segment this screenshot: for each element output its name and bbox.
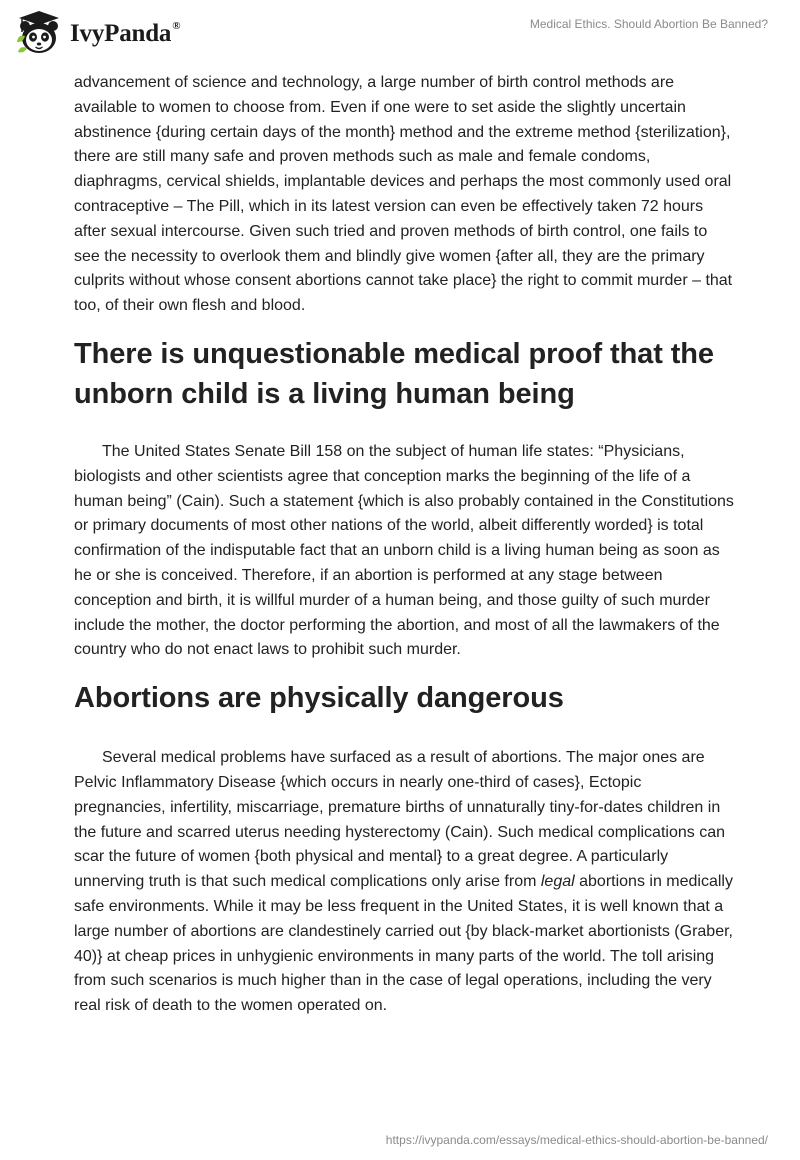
paragraph-text-part: Several medical problems have surfaced as a result of abortions. The major ones are Pelvic Inflammatory Disease {which occurs in nearly one-third of cases}, Ectopic pregnancies, infertility, miscarriage, premature births of unnaturally tiny-for-dates children in the future and scarred uterus needing hysterectomy (Cain). Such medical complications can scar the future of women {both physical and mental} to a great degree. A particularly unnerving truth is that such medical complications only arise from [74,749,725,891]
page-header [0,0,800,64]
paragraph-text-part: abortions in medically safe environments. While it may be less frequent in the United States, it is well known that a large number of abortions are clandestinely carried out {by black-market abortionists (Graber, 40)} at cheap prices in unhygienic environments in many parts of the world. The toll arising from such scenarios is much higher than in the case of legal operations, including the very real risk of death to the women operated on. [74,873,733,1015]
paragraph-birth-control: advancement of science and technology, a large number of birth control methods are available to women to choose from. Even if one were to set aside the slightly uncertain abstinence {during certain days of the month} method and the extreme method {sterilization}, there are still many safe and proven methods such as male and female condoms, diaphragms, cervical shields, implantable devices and perhaps the most commonly used oral contraceptive – The Pill, which in its latest version can even be effectively taken 72 hours after sexual intercourse. Given such tried and proven methods of birth control, one fails to see the necessity to overlook them and blindly give women {after all, they are the primary culprits without whose consent abortions cannot take place} the right to commit murder – that too, of their own flesh and blood. [74,74,733,315]
section-heading-medical-proof: There is unquestionable medical proof that the unborn child is a living human being [74,337,714,410]
panda-graduate-icon [14,8,64,58]
logo-name: IvyPanda [70,20,172,47]
ivypanda-logo[interactable] [14,8,180,58]
document-title: Medical Ethics. Should Abortion Be Banned? [529,17,768,31]
paragraph-medical-problems [74,746,734,1019]
section-heading-physical-danger: Abortions are physically dangerous [74,682,564,715]
source-url[interactable]: https://ivypanda.com/essays/medical-ethics-should-abortion-be-banned/ [385,1133,768,1147]
emphasis-legal: legal [540,873,575,891]
registered-mark: ® [172,20,181,32]
logo-wordmark [70,20,180,48]
paragraph-senate-bill: The United States Senate Bill 158 on the subject of human life states: “Physicians, biologists and other scientists agree that conception marks the beginning of the life of a human being” (Cain). Such a statement {which is also probably contained in the Constitutions or primary documents of most other nations of the world, albeit differently worded} is total confirmation of the indisputable fact that an unborn child is a living human being as soon as he or she is conceived. Therefore, if an abortion is performed at any stage between conception and birth, it is willful murder of a human being, and those guilty of such murder include the mother, the doctor performing the abortion, and most of all the lawmakers of the country who do not enact laws to prohibit such murder. [74,442,734,659]
essay-content [74,71,734,1019]
